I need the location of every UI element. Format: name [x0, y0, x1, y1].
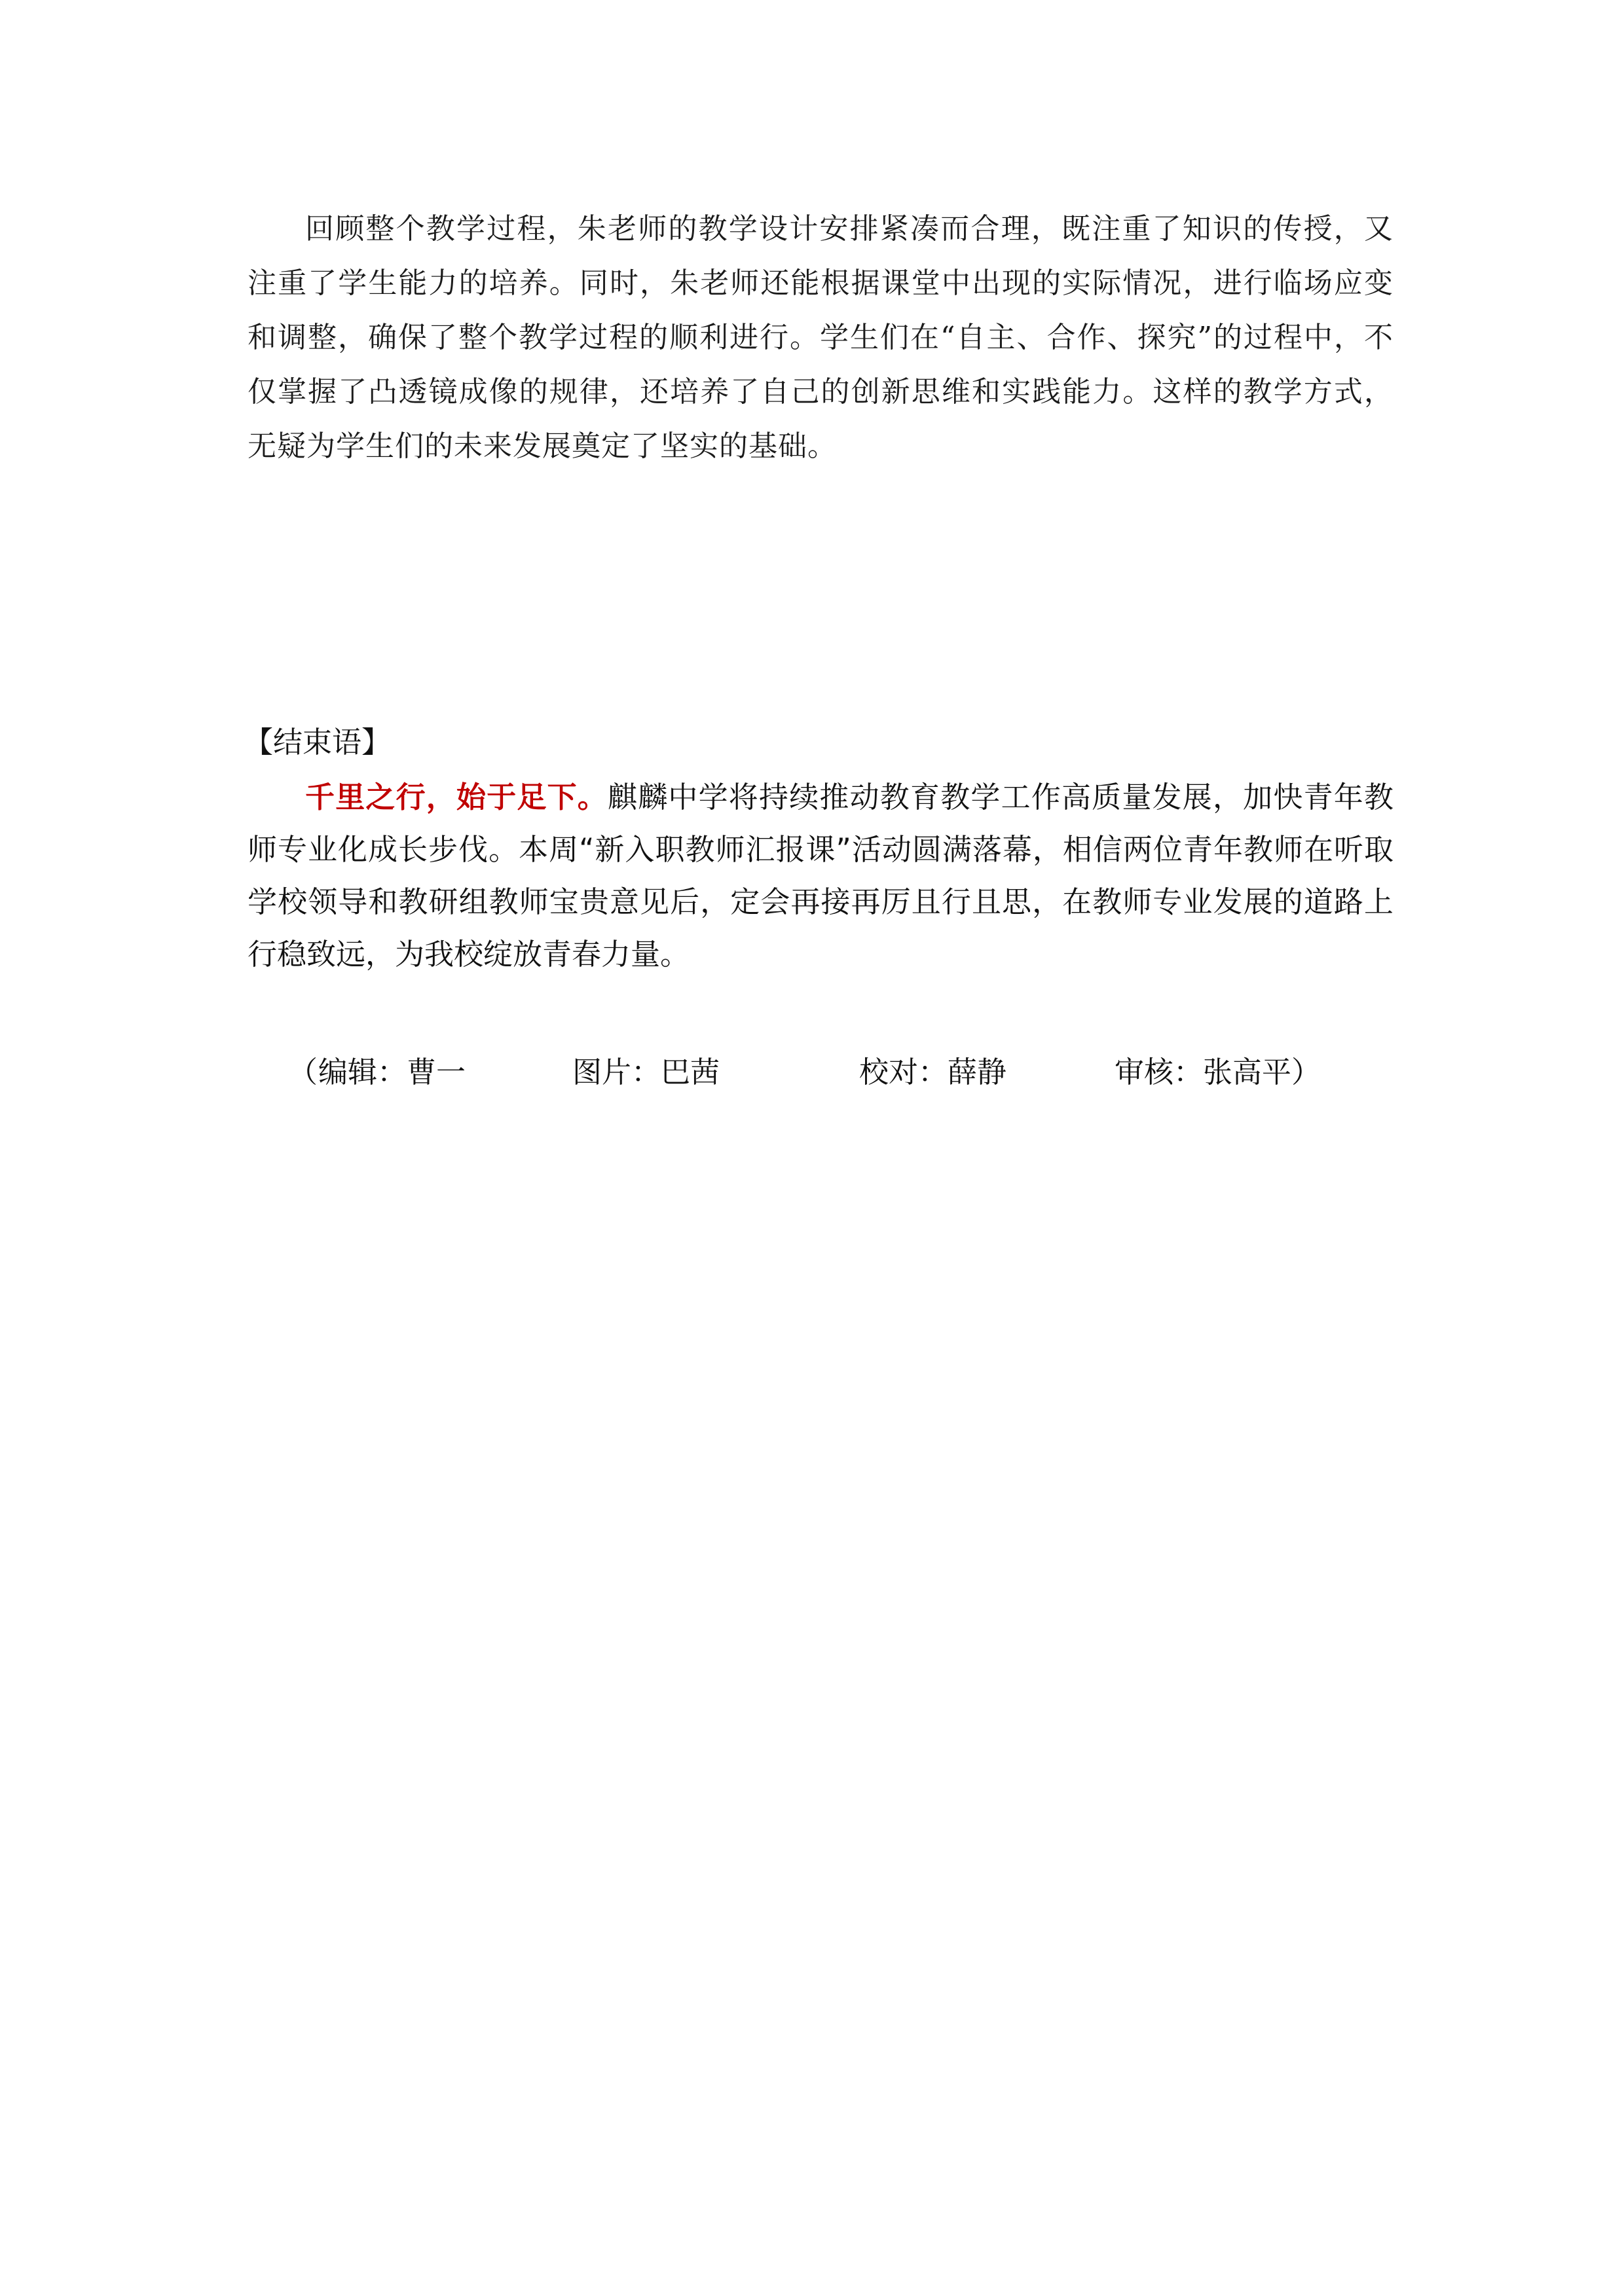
credit-editor: 编辑：曹一: [318, 1055, 466, 1089]
credit-review: 审核：张高平）: [1115, 1055, 1321, 1089]
closing-heading: 【结束语】: [244, 725, 392, 759]
closing-paragraph: [248, 771, 1393, 981]
closing-body: 麒麟中学将持续推动教育教学工作高质量发展，加快青年教师专业化成长步伐。本周“新入职教师汇报课”活动圆满落幕，相信两位青年教师在听取学校领导和教研组教师宝贵意见后，定会再接再厉且行且思，在教师专业发展的道路上行稳致远，为我校绽放青春力量。: [248, 780, 1393, 972]
closing-highlight: 千里之行，始于足下。: [305, 780, 608, 814]
credits-open-paren: （: [288, 1055, 318, 1089]
review-paragraph: 回顾整个教学过程，朱老师的教学设计安排紧凑而合理，既注重了知识的传授，又注重了学生能力的培养。同时，朱老师还能根据课堂中出现的实际情况，进行临场应变和调整，确保了整个教学过程的顺利进行。学生们在“自主、合作、探究”的过程中，不仅掌握了凸透镜成像的规律，还培养了自己的创新思维和实践能力。这样的教学方式，无疑为学生们的未来发展奠定了坚实的基础。: [248, 212, 1393, 463]
credit-photo: 图片：巴茜: [572, 1055, 720, 1089]
credit-proofread: 校对：薛静: [859, 1055, 1007, 1089]
